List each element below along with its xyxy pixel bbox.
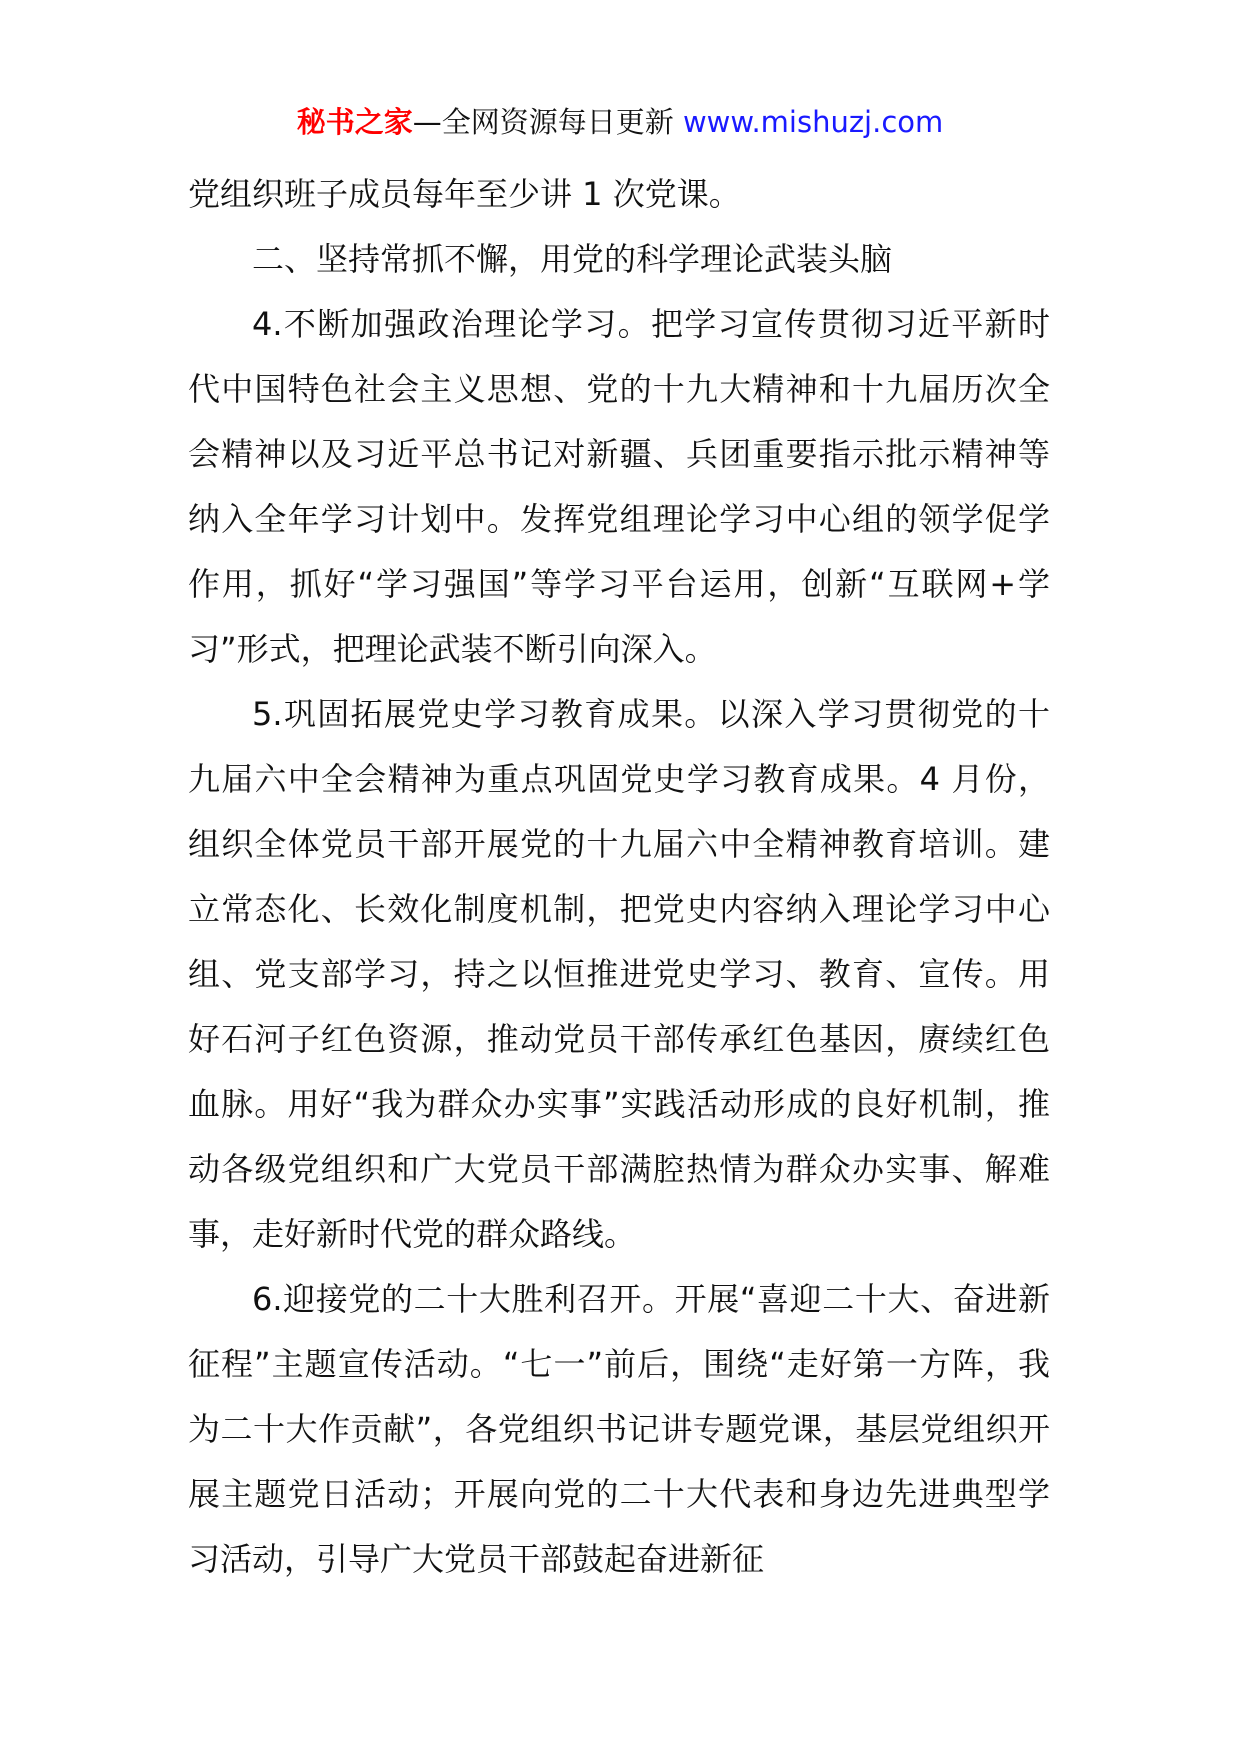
paragraph-item-4: 4.不断加强政治理论学习。把学习宣传贯彻习近平新时代中国特色社会主义思想、党的十九大精神和十九届历次全会精神以及习近平总书记对新疆、兵团重要指示批示精神等纳入全年学习计划中。发挥党组理论学习中心组的领学促学作用，抓好“学习强国”等学习平台运用，创新“互联网+学习”形式，把理论武装不断引向深入。	[188, 305, 1050, 668]
section-heading: 二、坚持常抓不懈，用党的科学理论武装头脑	[252, 240, 893, 278]
site-url-link[interactable]: www.mishuzj.com	[682, 105, 944, 139]
brand-name: 秘书之家	[296, 105, 413, 139]
document-body	[188, 162, 1050, 1592]
paragraph-item-5: 5.巩固拓展党史学习教育成果。以深入学习贯彻党的十九届六中全会精神为重点巩固党史学习教育成果。4 月份，组织全体党员干部开展党的十九届六中全精神教育培训。建立常态化、长效化制度机制，把党史内容纳入理论学习中心组、党支部学习，持之以恒推进党史学习、教育、宣传。用好石河子红色资源，推动党员干部传承红色基因，赓续红色血脉。用好“我为群众办实事”实践活动形成的良好机制，推动各级党组织和广大党员干部满腔热情为群众办实事、解难事，走好新时代党的群众路线。	[188, 695, 1050, 1253]
page-header	[0, 100, 1240, 144]
header-tagline: —全网资源每日更新	[412, 105, 683, 139]
paragraph-item-6: 6.迎接党的二十大胜利召开。开展“喜迎二十大、奋进新征程”主题宣传活动。“七一”前后，围绕“走好第一方阵，我为二十大作贡献”，各党组织书记讲专题党课，基层党组织开展主题党日活动；开展向党的二十大代表和身边先进典型学习活动，引导广大党员干部鼓起奋进新征	[188, 1280, 1050, 1578]
paragraph-continuation: 党组织班子成员每年至少讲 1 次党课。	[188, 175, 741, 213]
